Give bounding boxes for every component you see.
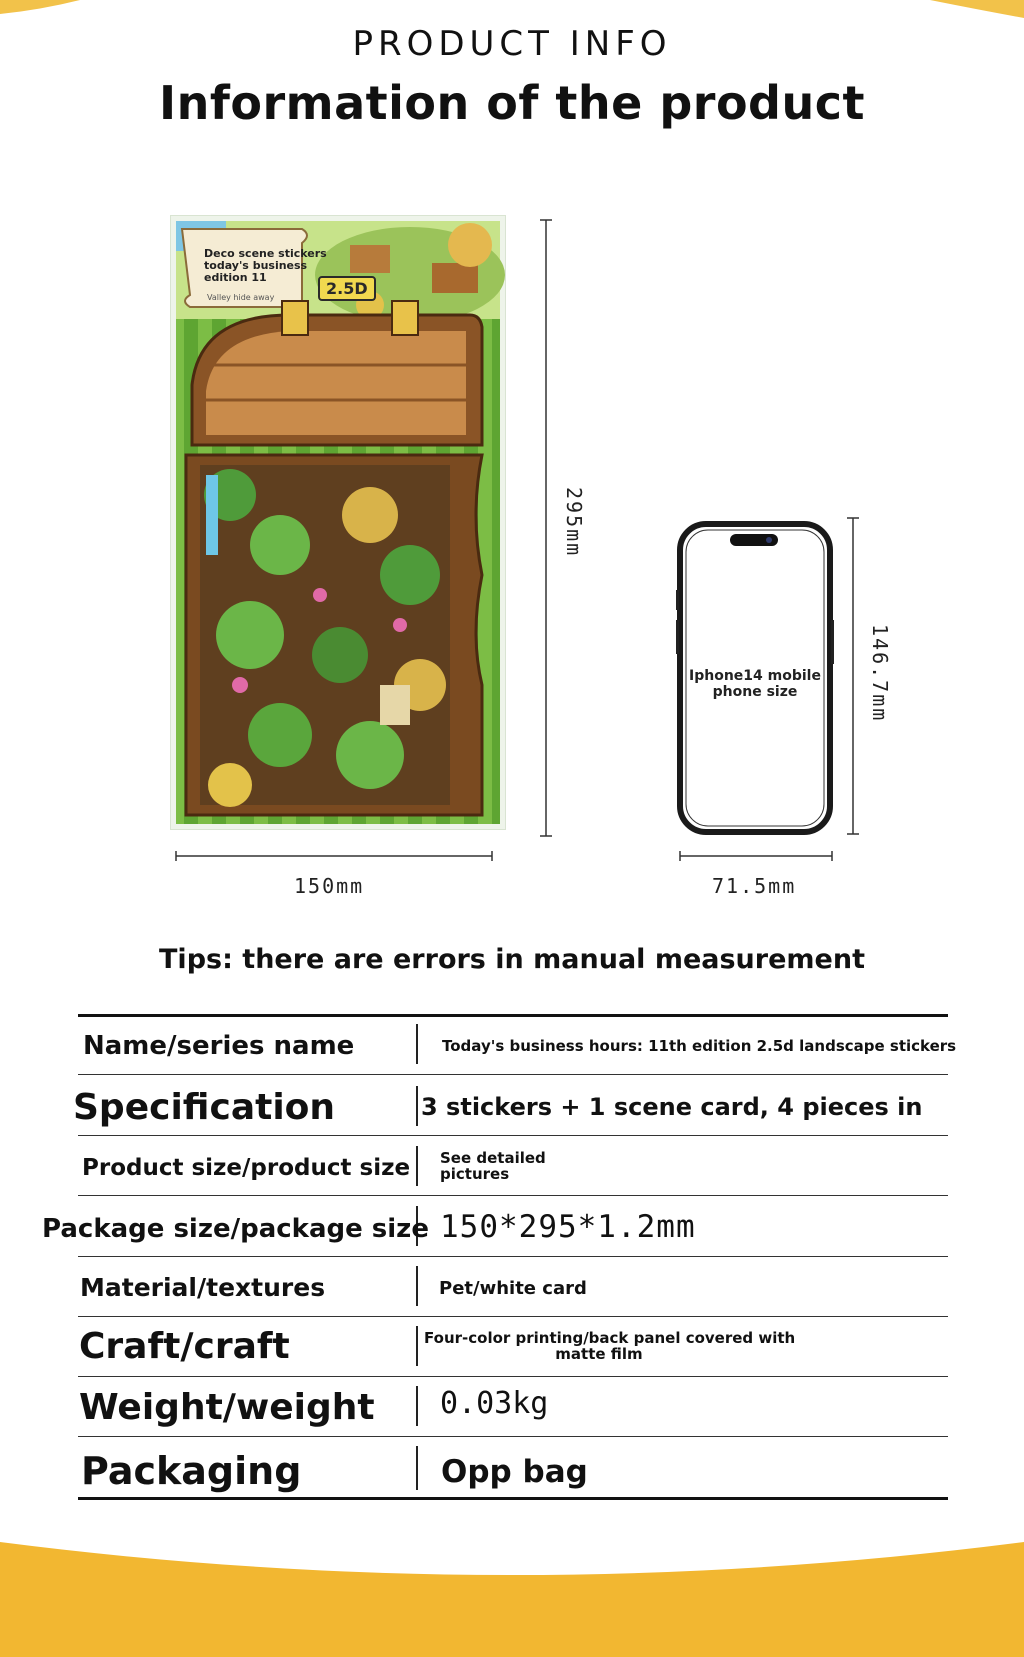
phone-height-line	[843, 516, 863, 836]
table-bottom-border	[78, 1497, 948, 1500]
section-kicker: PRODUCT INFO	[352, 24, 672, 64]
column-separator	[416, 1024, 418, 1064]
phone-label-line: Iphone14 mobile	[689, 668, 821, 684]
row-value-package-size: 150*295*1.2mm	[440, 1209, 696, 1245]
phone-label	[686, 668, 824, 700]
table-divider	[78, 1195, 948, 1196]
row-value-line: pictures	[440, 1165, 510, 1183]
row-value-line: matte film	[555, 1345, 643, 1363]
pack-width-label: 150mm	[294, 874, 365, 898]
phone-width-line	[678, 850, 834, 862]
pack-height-line	[536, 218, 556, 838]
row-value-weight: 0.03kg	[440, 1386, 549, 1421]
pack-sub-label: Valley hide away	[207, 293, 275, 302]
column-separator	[416, 1326, 418, 1366]
table-divider	[78, 1436, 948, 1437]
phone-label-line: phone size	[712, 684, 798, 700]
pack-label-line: edition 11	[204, 271, 267, 284]
row-label-packaging: Packaging	[81, 1449, 302, 1493]
column-separator	[416, 1086, 418, 1126]
table-divider	[78, 1316, 948, 1317]
row-label-product-size: Product size/product size	[82, 1155, 411, 1181]
row-label-material: Material/textures	[80, 1273, 326, 1302]
row-value-packaging: Opp bag	[441, 1454, 588, 1490]
pack-label-line: Deco scene stickers	[204, 247, 327, 260]
row-label-package-size: Package size/package size	[42, 1214, 429, 1244]
pack-height-label: 295mm	[562, 487, 586, 558]
pack-label	[204, 248, 327, 284]
row-value-name: Today's business hours: 11th edition 2.5d landscape stickers	[442, 1037, 957, 1055]
pack-label-line: today's business	[204, 259, 308, 272]
column-separator	[416, 1386, 418, 1426]
pack-badge: 2.5D	[318, 276, 376, 301]
row-label-weight: Weight/weight	[79, 1387, 375, 1428]
top-decoration	[0, 0, 1024, 20]
row-value-specification: 3 stickers + 1 scene card, 4 pieces in	[421, 1093, 923, 1121]
table-divider	[78, 1256, 948, 1257]
column-separator	[416, 1146, 418, 1186]
table-divider	[78, 1376, 948, 1377]
column-separator	[416, 1446, 418, 1490]
sticker-pack-image	[170, 215, 506, 830]
page-title: Information of the product	[159, 76, 865, 130]
row-label-specification: Specification	[73, 1087, 336, 1128]
phone-width-label: 71.5mm	[712, 874, 797, 898]
row-value-line: Four-color printing/back panel covered with	[424, 1329, 796, 1347]
table-divider	[78, 1074, 948, 1075]
row-value-product-size	[440, 1150, 546, 1182]
phone-height-label: 146.7mm	[868, 624, 892, 723]
measurement-tip: Tips: there are errors in manual measurement	[159, 944, 865, 975]
row-value-line: See detailed	[440, 1149, 546, 1167]
row-value-craft	[424, 1329, 796, 1363]
table-divider	[78, 1135, 948, 1136]
pack-width-line	[174, 850, 494, 862]
column-separator	[416, 1266, 418, 1306]
row-label-craft: Craft/craft	[79, 1326, 290, 1367]
row-value-material: Pet/white card	[439, 1278, 587, 1299]
bottom-decoration	[0, 1538, 1024, 1657]
table-top-border	[78, 1014, 948, 1017]
row-label-name: Name/series name	[83, 1031, 355, 1061]
